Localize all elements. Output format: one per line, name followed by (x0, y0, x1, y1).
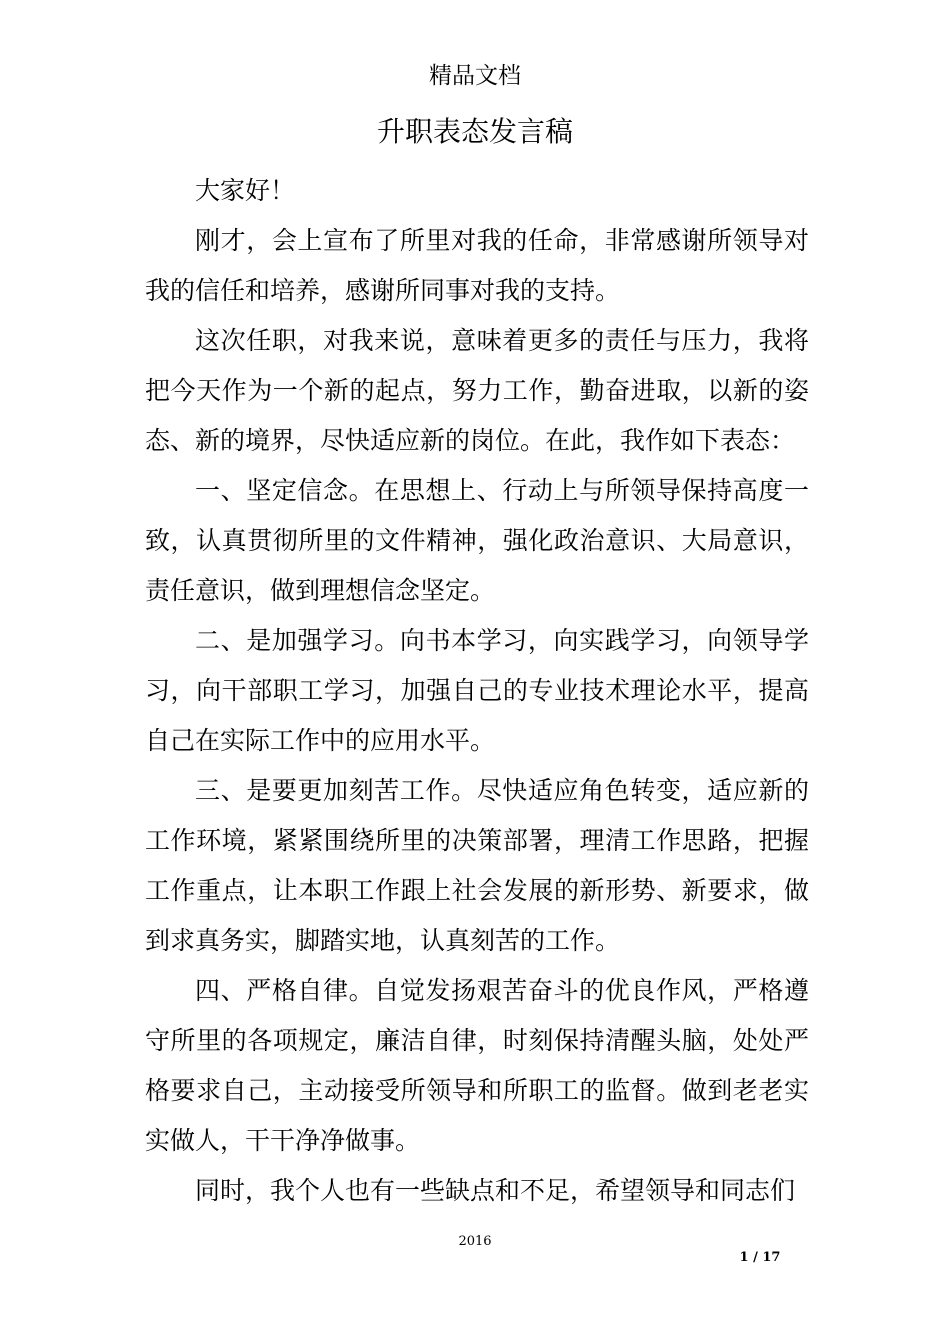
footer-year: 2016 (458, 1234, 492, 1249)
paragraph-point-4: 四、严格自律。自觉发扬艰苦奋斗的优良作风，严格遵守所里的各项规定，廉洁自律，时刻保持清醒头脑，处处严格要求自己，主动接受所领导和所职工的监督。做到老老实实做人，干干净净做事。 (145, 976, 809, 1155)
document-header: 精品文档 (429, 63, 521, 89)
paragraph-greeting: 大家好！ (195, 176, 296, 205)
paragraph-closing: 同时，我个人也有一些缺点和不足，希望领导和同志们 (195, 1176, 796, 1205)
paragraph-intro: 这次任职，对我来说，意味着更多的责任与压力，我将把今天作为一个新的起点，努力工作，勤奋进取，以新的姿态、新的境界，尽快适应新的岗位。在此，我作如下表态： (145, 326, 809, 455)
paragraph-thanks: 刚才，会上宣布了所里对我的任命，非常感谢所领导对我的信任和培养，感谢所同事对我的支持。 (145, 226, 809, 305)
document-title: 升职表态发言稿 (376, 115, 573, 148)
paragraph-point-1: 一、坚定信念。在思想上、行动上与所领导保持高度一致，认真贯彻所里的文件精神，强化政治意识、大局意识，责任意识，做到理想信念坚定。 (145, 476, 809, 605)
page-number: 1 / 17 (739, 1250, 781, 1265)
paragraph-point-2: 二、是加强学习。向书本学习，向实践学习，向领导学习，向干部职工学习，加强自己的专业技术理论水平，提高自己在实际工作中的应用水平。 (145, 626, 809, 755)
paragraph-point-3: 三、是要更加刻苦工作。尽快适应角色转变，适应新的工作环境，紧紧围绕所里的决策部署，理清工作思路，把握工作重点，让本职工作跟上社会发展的新形势、新要求，做到求真务实，脚踏实地，认真刻苦的工作。 (145, 776, 809, 955)
document-body (145, 166, 809, 1216)
